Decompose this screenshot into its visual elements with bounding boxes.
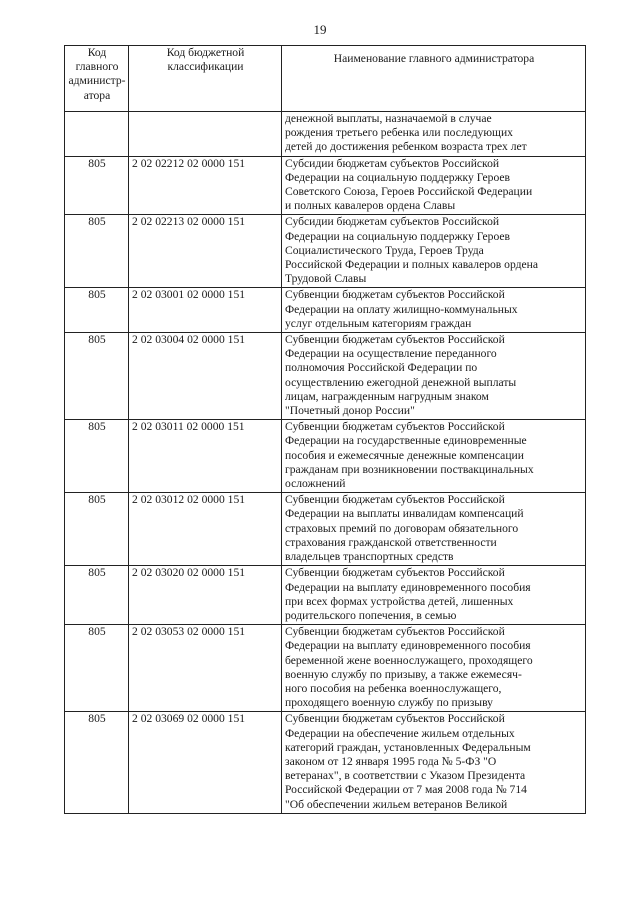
table-row (65, 333, 586, 420)
table-body (65, 112, 586, 814)
admin-name-line: Федерации на выплату единовременного пособия (285, 639, 531, 653)
admin-name-line: Субвенции бюджетам субъектов Российской (285, 333, 505, 347)
budget-code-cell: 2 02 03053 02 0000 151 (129, 625, 282, 712)
admin-code-cell: 805 (65, 566, 129, 625)
table-row (65, 156, 586, 215)
admin-name-line: Федерации на социальную поддержку Героев (285, 229, 511, 243)
header-admin-name: Наименование главного администратора (282, 46, 586, 112)
budget-code-cell: 2 02 03069 02 0000 151 (129, 712, 282, 813)
admin-name-cell (282, 112, 586, 157)
page-number: 19 (313, 22, 327, 37)
admin-name-line: законом от 12 января 1995 года № 5-ФЗ "О (285, 754, 497, 768)
budget-code-cell (129, 112, 282, 157)
table-row (65, 625, 586, 712)
admin-code-cell: 805 (65, 333, 129, 420)
admin-name-line: пособия и ежемесячные денежные компенсации (285, 448, 524, 462)
admin-name-line: осложнений (285, 477, 346, 491)
admin-name-line: лицам, награжденным нагрудным знаком (285, 389, 489, 403)
admin-name-line: владельцев транспортных средств (285, 550, 454, 564)
admin-name-cell (282, 215, 586, 288)
admin-name-line: Российской Федерации и полных кавалеров ордена (285, 258, 539, 272)
admin-code-cell: 805 (65, 493, 129, 566)
admin-name-line: Федерации на выплату единовременного пособия (285, 580, 531, 594)
admin-name-line: родительского попечения, в семью (285, 608, 457, 622)
admin-name-line: при всех формах устройства детей, лишенных (285, 594, 514, 608)
admin-name-line: Федерации на выплаты инвалидам компенсаций (285, 507, 524, 521)
table-row (65, 420, 586, 493)
budget-code-cell: 2 02 03011 02 0000 151 (129, 420, 282, 493)
admin-name-line: Российской Федерации от 7 мая 2008 года № 714 (285, 783, 527, 797)
admin-name-line: Федерации на государственные единовременные (285, 434, 527, 448)
admin-name-cell (282, 156, 586, 215)
admin-code-cell: 805 (65, 288, 129, 333)
admin-name-line: страховых премий по договорам обязательного (285, 521, 519, 535)
admin-name-line: гражданам при возникновении поствакцинальных (285, 462, 534, 476)
table-row (65, 288, 586, 333)
budget-code-cell: 2 02 03004 02 0000 151 (129, 333, 282, 420)
budget-code-cell: 2 02 03020 02 0000 151 (129, 566, 282, 625)
admin-name-line: Федерации на оплату жилищно-коммунальных (285, 302, 518, 316)
admin-name-line: Субвенции бюджетам субъектов Российской (285, 712, 505, 726)
admin-name-line: беременной жене военнослужащего, проходящего (285, 653, 533, 667)
admin-name-line: Субвенции бюджетам субъектов Российской (285, 420, 505, 434)
admin-name-cell (282, 712, 586, 813)
admin-name-line: ветеранах", в соответствии с Указом Президента (285, 769, 526, 783)
admin-name-line: "Об обеспечении жильем ветеранов Великой (285, 797, 508, 811)
admin-name-line: осуществлению ежегодной денежной выплаты (285, 375, 517, 389)
table-row (65, 712, 586, 813)
table-row (65, 493, 586, 566)
table-row (65, 215, 586, 288)
header-budget-code: Код бюджетной классификации (129, 46, 282, 112)
admin-name-line: услуг отдельным категориям граждан (285, 316, 472, 330)
budget-code-cell: 2 02 03001 02 0000 151 (129, 288, 282, 333)
admin-name-line: страхования гражданской ответственности (285, 535, 497, 549)
table-row (65, 112, 586, 157)
admin-name-cell (282, 566, 586, 625)
admin-name-line: Субвенции бюджетам субъектов Российской (285, 625, 505, 639)
admin-name-line: и полных кавалеров ордена Славы (285, 199, 456, 213)
admin-name-line: проходящего военную службу по призыву (285, 696, 493, 710)
admin-name-line: Социалистического Труда, Героев Труда (285, 243, 484, 257)
admin-name-line: ного пособия на ребенка военнослужащего, (285, 681, 502, 695)
admin-name-line: Трудовой Славы (285, 272, 367, 286)
admin-name-line: детей до достижения ребенком возраста трех лет (285, 140, 527, 154)
admin-name-line: Субвенции бюджетам субъектов Российской (285, 288, 505, 302)
budget-code-cell: 2 02 02213 02 0000 151 (129, 215, 282, 288)
admin-code-cell: 805 (65, 625, 129, 712)
admin-name-line: Федерации на социальную поддержку Героев (285, 170, 511, 184)
admin-name-cell (282, 625, 586, 712)
administrators-table (64, 45, 586, 814)
admin-name-line: Субвенции бюджетам субъектов Российской (285, 566, 505, 580)
admin-name-line: полномочия Российской Федерации по (285, 361, 478, 375)
admin-name-line: Субвенции бюджетам субъектов Российской (285, 493, 505, 507)
admin-name-line: Советского Союза, Героев Российской Федерации (285, 185, 533, 199)
table-header-row (65, 46, 586, 112)
admin-name-cell (282, 288, 586, 333)
admin-name-line: "Почетный донор России" (285, 404, 415, 418)
admin-name-cell (282, 333, 586, 420)
admin-name-cell (282, 493, 586, 566)
admin-name-line: денежной выплаты, назначаемой в случае (285, 112, 492, 125)
admin-name-line: Федерации на обеспечение жильем отдельных (285, 726, 515, 740)
admin-code-cell: 805 (65, 420, 129, 493)
admin-name-line: Федерации на осуществление переданного (285, 347, 497, 361)
admin-code-cell: 805 (65, 156, 129, 215)
admin-name-line: Субсидии бюджетам субъектов Российской (285, 215, 500, 229)
budget-code-cell: 2 02 03012 02 0000 151 (129, 493, 282, 566)
admin-code-cell: 805 (65, 215, 129, 288)
admin-name-cell (282, 420, 586, 493)
admin-code-cell (65, 112, 129, 157)
admin-name-line: рождения третьего ребенка или последующих (285, 126, 513, 140)
admin-code-cell: 805 (65, 712, 129, 813)
table-row (65, 566, 586, 625)
budget-code-cell: 2 02 02212 02 0000 151 (129, 156, 282, 215)
admin-name-line: Субсидии бюджетам субъектов Российской (285, 156, 500, 170)
admin-name-line: военную службу по призыву, а также ежемесяч- (285, 667, 522, 681)
admin-name-line: категорий граждан, установленных Федеральным (285, 740, 531, 754)
header-admin-code: Код главного администр- атора (65, 46, 129, 112)
